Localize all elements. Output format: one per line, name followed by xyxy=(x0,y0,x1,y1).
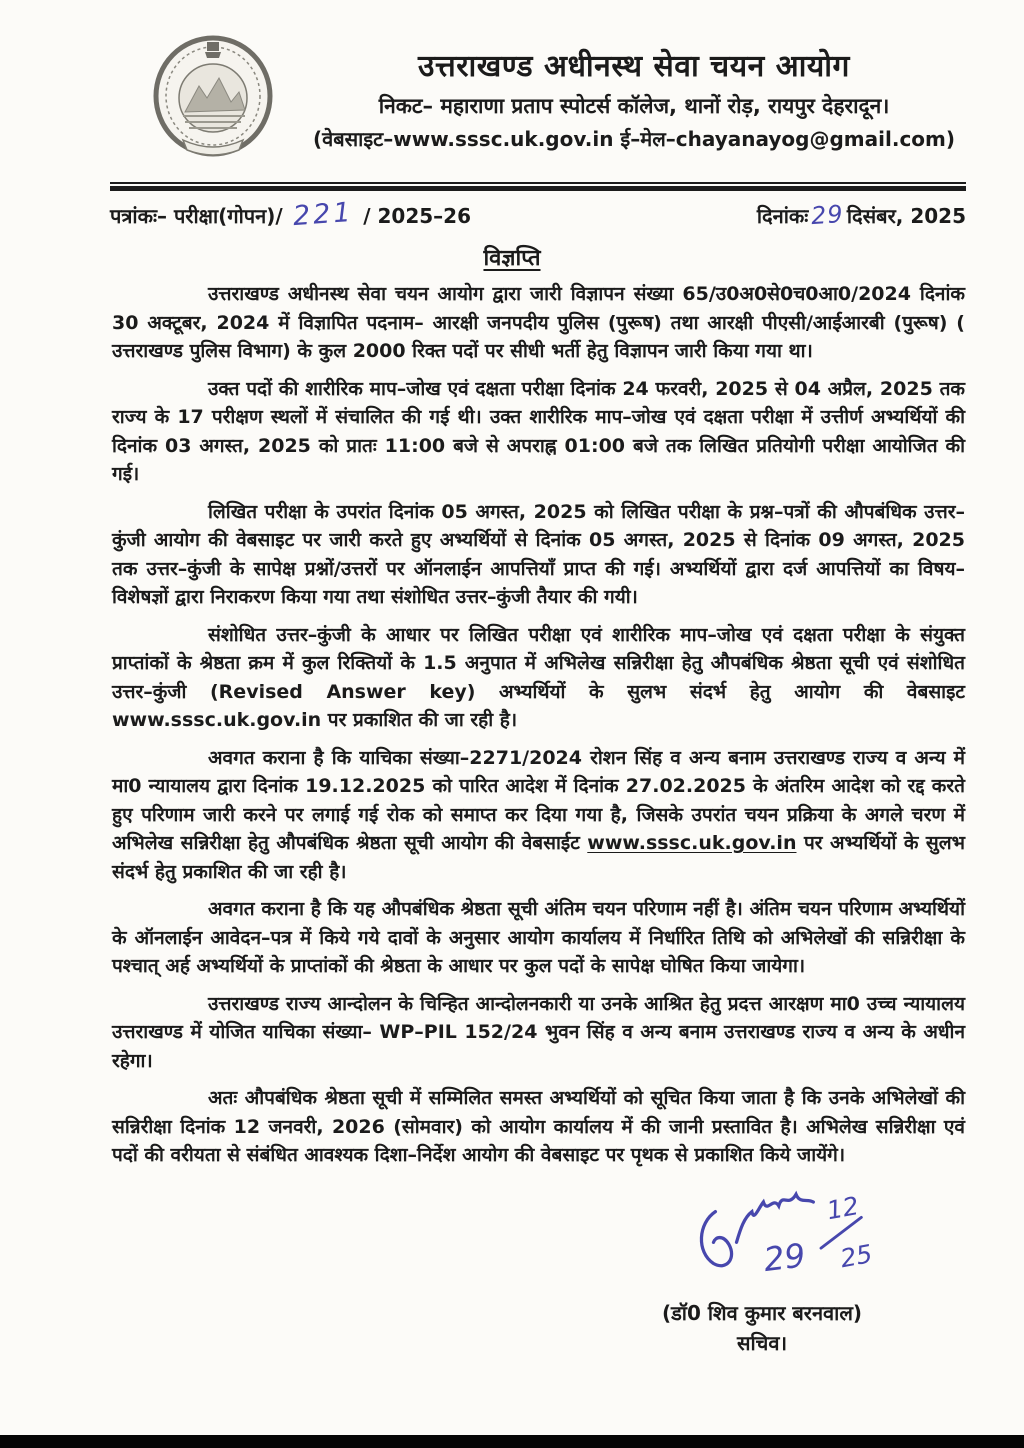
org-website-email: (वेबसाइट–www.sssc.uk.gov.in ई–मेल–chayanayog@gmail.com) xyxy=(312,127,956,151)
letter-number xyxy=(110,196,471,233)
paragraph-text: पर अभ्यर्थियों के सुलभ संदर्भ हेतु प्रकाशित की जा रही है। xyxy=(112,832,966,883)
notice-paragraph: लिखित परीक्षा के उपरांत दिनांक 05 अगस्त, 2025 को लिखित परीक्षा के प्रश्न–पत्रों की औपबंधिक उत्तर–कुंजी आयोग की वेबसाइट पर जारी करते हुए अभ्यर्थियों से दिनांक 05 अगस्त, 2025 से दिनांक 09 अगस्त, 2025 तक उत्तर–कुंजी के सापेक्ष प्रश्नों/उत्तरों पर ऑनलाईन आपत्तियाँ प्राप्त की गई। अभ्यर्थियों द्वारा दर्ज आपत्तियों का विषय–विशेषज्ञों द्वारा निराकरण किया गया तथा संशोधित उत्तर–कुंजी तैयार की गयी। xyxy=(112,500,965,608)
notice-paragraph: अवगत कराना है कि यह औपबंधिक श्रेष्ठता सूची अंतिम चयन परिणाम नहीं है। अंतिम चयन परिणाम अभ्यर्थियों के ऑनलाईन आवेदन–पत्र में किये गये दावों के अनुसार आयोग कार्यालय में निर्धारित तिथि को अभिलेखों की सन्निरीक्षा के पश्चात् अर्ह अभ्यर्थियों के प्राप्तांकों की श्रेष्ठता के आधार पर कुल पदों के सापेक्ष घोषित किया जायेगा। xyxy=(112,898,965,977)
letter-date xyxy=(757,201,966,229)
signature-block xyxy=(572,1179,952,1356)
letter-number-suffix: / 2025–26 xyxy=(363,204,471,228)
notice-paragraph: उत्तराखण्ड अधीनस्थ सेवा चयन आयोग द्वारा जारी विज्ञापन संख्या 65/उ0अ0से0च0आ0/2024 दिनांक 30 अक्टूबर, 2024 में विज्ञापित पदनाम– आरक्षी जनपदीय पुलिस (पुरूष) तथा आरक्षी पीएसी/आईआरबी (पुरूष) ( उत्तराखण्ड पुलिस विभाग) के कुल 2000 रिक्त पदों पर सीधी भर्ती हेतु विज्ञापन जारी किया गया था। xyxy=(112,283,965,362)
letter-number-handwritten: 221 xyxy=(291,196,355,233)
date-month-year: दिसंबर, 2025 xyxy=(846,204,966,228)
org-name: उत्तराखण्ड अधीनस्थ सेवा चयन आयोग xyxy=(418,49,850,84)
notice-paragraph: उक्त पदों की शारीरिक माप–जोख एवं दक्षता परीक्षा दिनांक 24 फरवरी, 2025 से 04 अप्रैल, 2025 तक राज्य के 17 परीक्षण स्थलों में संचालित की गई थी। उक्त शारीरिक माप–जोख एवं दक्षता परीक्षा में उत्तीर्ण अभ्यर्थियों की दिनांक 03 अगस्त, 2025 को प्रातः 11:00 बजे से अपराह्न 01:00 बजे तक लिखित प्रतियोगी परीक्षा आयोजित की गई। xyxy=(112,377,965,485)
notice-paragraph: संशोधित उत्तर–कुंजी के आधार पर लिखित परीक्षा एवं शारीरिक माप–जोख एवं दक्षता परीक्षा के संयुक्त प्राप्तांकों के श्रेष्ठता क्रम में कुल रिक्तियों के 1.5 अनुपात में अभिलेख सन्निरीक्षा हेतु औपबंधिक श्रेष्ठता सूची एवं संशोधित उत्तर–कुंजी (Revised Answer key) अभ्यर्थियों के सुलभ संदर्भ हेतु आयोग की वेबसाइट www.sssc.uk.gov.in पर प्रकाशित की जा रही है। xyxy=(112,623,965,731)
letterhead xyxy=(0,0,1024,172)
date-label: दिनांकः xyxy=(756,204,809,228)
signature-fraction-bottom: 25 xyxy=(838,1238,875,1273)
notice-paragraph xyxy=(112,744,965,887)
signature-day-handwritten: 29 xyxy=(761,1235,808,1279)
signature-scribble-icon xyxy=(672,1179,922,1299)
notice-body xyxy=(112,280,965,1170)
header-rule-thick xyxy=(110,186,966,191)
letter-number-prefix: पत्रांकः– परीक्षा(गोपन)/ xyxy=(110,204,283,228)
commission-seal-icon xyxy=(146,34,280,162)
signatory-name: (डॉ0 शिव कुमार बरनवाल) xyxy=(661,1300,863,1325)
signatory-designation: सचिव। xyxy=(736,1330,788,1355)
notice-paragraph: अतः औपबंधिक श्रेष्ठता सूची में सम्मिलित समस्त अभ्यर्थियों को सूचित किया जाता है कि उनके अभिलेखों की सन्निरीक्षा दिनांक 12 जनवरी, 2026 (सोमवार) को आयोग कार्यालय में की जानी प्रस्तावित है। अभिलेख सन्निरीक्षा एवं पदों की वरीयता से संबंधित आवश्यक दिशा–निर्देश आयोग की वेबसाइट पर पृथक से प्रकाशित किये जायेंगे। xyxy=(112,1087,965,1166)
signature-fraction-top: 12 xyxy=(824,1190,862,1225)
scan-edge-bar xyxy=(0,1435,1024,1448)
header-rule-thin xyxy=(110,182,966,184)
reference-line xyxy=(110,196,966,233)
org-address: निकट– महाराणा प्रताप स्पोटर्स कॉलेज, थानों रोड़, रायपुर देहरादून। xyxy=(378,94,890,118)
website-url-text: www.sssc.uk.gov.in xyxy=(587,832,797,854)
paragraph-text: अवगत कराना है कि याचिका संख्या–2271/2024 रोशन सिंह व अन्य बनाम उत्तराखण्ड राज्य व अन्य में मा0 न्यायालय द्वारा दिनांक 19.12.2025 को पारित आदेश में दिनांक 27.02.2025 के अंतरिम आदेश को रद्द करते हुए परिणाम जारी करने पर लगाई गई रोक को समाप्त कर दिया गया है, जिसके उपरांत चयन प्रक्रिया के अगले चरण में अभिलेख सन्निरीक्षा हेतु औपबंधिक श्रेष्ठता सूची आयोग की वेबसाईट xyxy=(112,746,965,854)
date-day-handwritten: 29 xyxy=(810,199,845,231)
notice-title: विज्ञप्ति xyxy=(483,246,541,271)
notice-paragraph: उत्तराखण्ड राज्य आन्दोलन के चिन्हित आन्दोलनकारी या उनके आश्रित हेतु प्रदत्त आरक्षण मा0 उच्च न्यायालय उत्तराखण्ड में योजित याचिका संख्या– WP–PIL 152/24 भुवन सिंह व अन्य बनाम उत्तराखण्ड राज्य व अन्य के अधीन रहेगा। xyxy=(112,992,965,1072)
